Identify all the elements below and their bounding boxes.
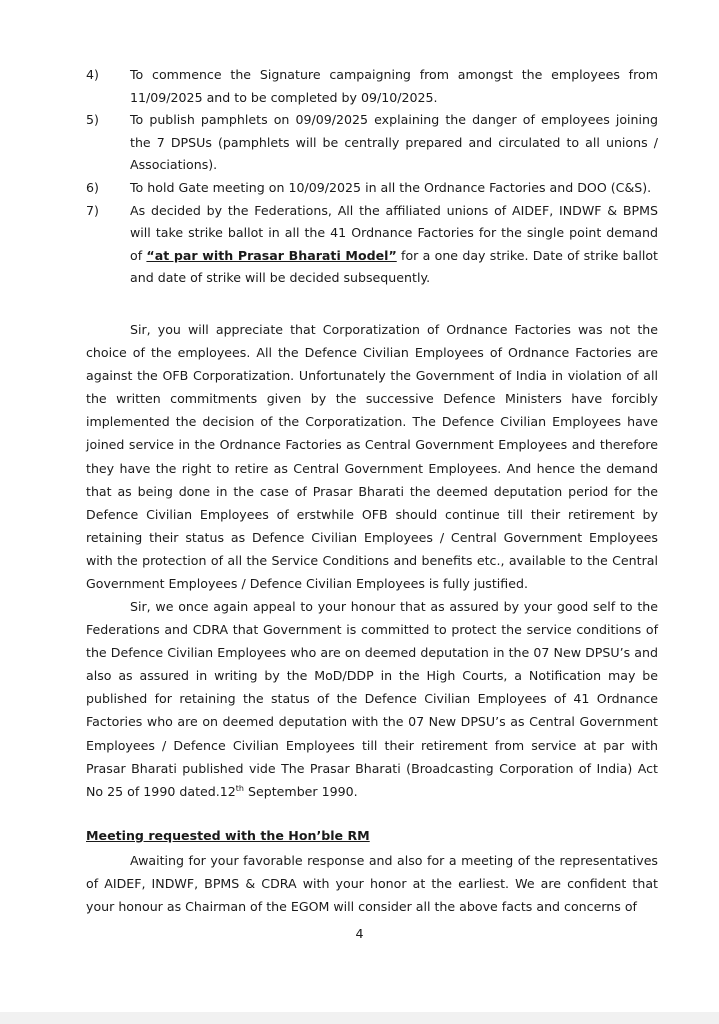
page-number: 4 bbox=[355, 926, 364, 941]
page-bottom-edge bbox=[0, 1012, 719, 1024]
list-item bbox=[86, 64, 658, 109]
list-item bbox=[86, 200, 658, 290]
list-item bbox=[86, 177, 658, 200]
paragraph-corporatization: Sir, you will appreciate that Corporatization of Ordnance Factories was not the choice of the employees. All the Defence Civilian Employees of Ordnance Factories are against the OFB Corporatization. Unfortunately the Government of India in violation of all the written commitments given by the successive Defence Ministers have forcibly implemented the decision of the Corporatization. The Defence Civilian Employees have joined service in the Ordnance Factories as Central Government Employees and therefore they have the right to retire as Central Government Employees. And hence the demand that as being done in the case of Prasar Bharati the deemed deputation period for the Defence Civilian Employees of erstwhile OFB should continue till their retirement by retaining their status as Defence Civilian Employees / Central Government Employees with the protection of all the Service Conditions and benefits etc., available to the Central Government Employees / Defence Civilian Employees is fully justified. bbox=[86, 322, 658, 592]
list-item-text-end: for a one day strike. Date of strike ballot and date of strike will be decided subsequently. bbox=[130, 247, 658, 286]
list-item-text: To publish pamphlets on 09/09/2025 explaining the danger of employees joining the 7 DPSUs (pamphlets will be centrally prepared and circulated to all unions / Associations). bbox=[130, 112, 658, 173]
numbered-list bbox=[86, 64, 658, 290]
list-item-text: To commence the Signature campaigning from amongst the employees from 11/09/2025 and to be completed by 09/10/2025. bbox=[130, 67, 658, 105]
ordinal-suffix: th bbox=[235, 783, 244, 793]
list-item-text bbox=[130, 200, 658, 290]
section-heading: Meeting requested with the Hon’ble RM bbox=[86, 828, 370, 843]
list-item bbox=[86, 109, 658, 177]
emphasized-demand: “at par with Prasar Bharati Model” bbox=[146, 247, 397, 263]
paragraph-meeting-request: Awaiting for your favorable response and also for a meeting of the representatives of AIDEF, INDWF, BPMS & CDRA with your honor at the earliest. We are confident that your honour as Chairman of the EGOM will consider all the above facts and concerns of bbox=[86, 853, 658, 915]
paragraph-appeal-text: Sir, we once again appeal to your honour that as assured by your good self to the Federations and CDRA that Government is committed to protect the service conditions of the Defence Civilian Employees who are on deemed deputation in the 07 New DPSU’s and also as assured in writing by the MoD/DDP in the High Courts, a Notification may be published for retaining the status of the Defence Civilian Employees of 41 Ordnance Factories who are on deemed deputation with the 07 New DPSU’s as Central Government Employees / Defence Civilian Employees till their retirement from service at par with Prasar Bharati published vide The Prasar Bharati (Broadcasting Corporation of India) Act No 25 of 1990 dated.12 bbox=[86, 599, 658, 799]
paragraph-appeal bbox=[86, 595, 658, 803]
list-item-number: 6) bbox=[86, 179, 99, 195]
paragraph-appeal-tail: September 1990. bbox=[244, 783, 358, 799]
list-item-text-start: As decided by the Federations, All the affiliated unions of AIDEF, INDWF & BPMS will take strike ballot in all the 41 Ordnance Factories for the single point demand of bbox=[130, 202, 658, 263]
list-item-number: 5) bbox=[86, 112, 99, 128]
list-item-number: 4) bbox=[86, 67, 99, 82]
list-item-number: 7) bbox=[86, 202, 99, 218]
list-item-text: To hold Gate meeting on 10/09/2025 in all the Ordnance Factories and DOO (C&S). bbox=[130, 179, 652, 195]
